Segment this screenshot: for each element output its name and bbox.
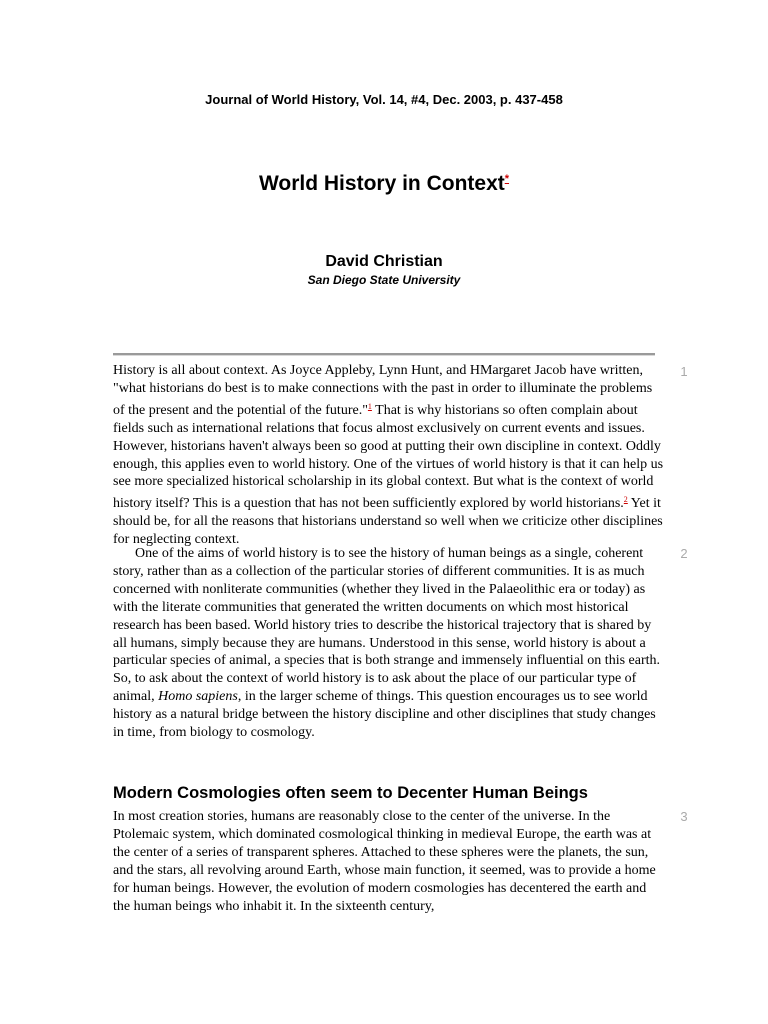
paragraph-2-italic: Homo sapiens (158, 689, 238, 705)
paragraph-1 (113, 362, 665, 549)
paragraph-1-text-c: Yet it should be, for all the reasons that historians understand so well when we criticize other disciplines for neglecting context. (113, 496, 663, 548)
paragraph-number-2: 2 (680, 546, 688, 561)
paragraph-2 (113, 545, 665, 742)
journal-citation: Journal of World History, Vol. 14, #4, Dec. 2003, p. 437-458 (205, 92, 563, 107)
footnote-link-1[interactable]: 1 (367, 401, 372, 411)
article-title-text: World History in Context (258, 172, 505, 195)
paragraph-number-3: 3 (680, 809, 688, 824)
author-affiliation: San Diego State University (307, 273, 461, 287)
paragraph-2-text-b: , in the larger scheme of things. This question encourages us to see world history as a natural bridge between the history discipline and other disciplines that study changes in time, from biology to cosmology. (113, 689, 656, 741)
article-title (0, 172, 768, 196)
paragraph-3: In most creation stories, humans are reasonably close to the center of the universe. In the Ptolemaic system, which dominated cosmological thinking in medieval Europe, the earth was at the center of a series of transparent spheres. Attached to these spheres were the planets, the sun, and the stars, all revolving around Earth, whose main function, it seemed, was to provide a home for human beings. However, the evolution of modern cosmologies has decentered the earth and the human beings who inhabit it. In the sixteenth century, (113, 809, 656, 914)
paragraph-1-text-a: History is all about context. As Joyce Appleby, Lynn Hunt, and HMargaret Jacob have written, "what historians do best is to make connections with the past in order to illuminate the problems of the present and the potential of the future." (113, 363, 653, 418)
author-name: David Christian (325, 253, 443, 270)
header-divider (113, 353, 655, 356)
paragraph-1-text-b: That is why historians so often complain about fields such as international relations that focus almost exclusively on current events and issues. However, historians haven't always been so good at putting their own discipline in context. Oddly enough, this applies even to world history. One of the virtues of world history is that it can help us see more specialized historical scholarship in its global context. But what is the context of world history itself? This is a question that has not been sufficiently explored by world historians. (113, 402, 664, 512)
section-heading: Modern Cosmologies often seem to Decenter Human Beings (113, 784, 588, 802)
footnote-link-2[interactable]: 2 (623, 495, 628, 505)
paragraph-number-1: 1 (680, 364, 688, 379)
title-footnote-link[interactable]: * (504, 173, 510, 185)
paragraph-2-text-a: One of the aims of world history is to see the history of human beings as a single, coherent story, rather than as a collection of the particular stories of different communities. It is as much concerned with nonliterate communities (whether they lived in the Palaeolithic era or today) as with the literate communities that generated the written documents on which most historical research has been based. World history tries to describe the historical trajectory that is shared by all humans, simply because they are humans. Understood in this sense, world history is about a particular species of animal, a species that is both strange and immensely influential on this earth. So, to ask about the context of world history is to ask about the place of our particular type of animal, (113, 546, 661, 705)
